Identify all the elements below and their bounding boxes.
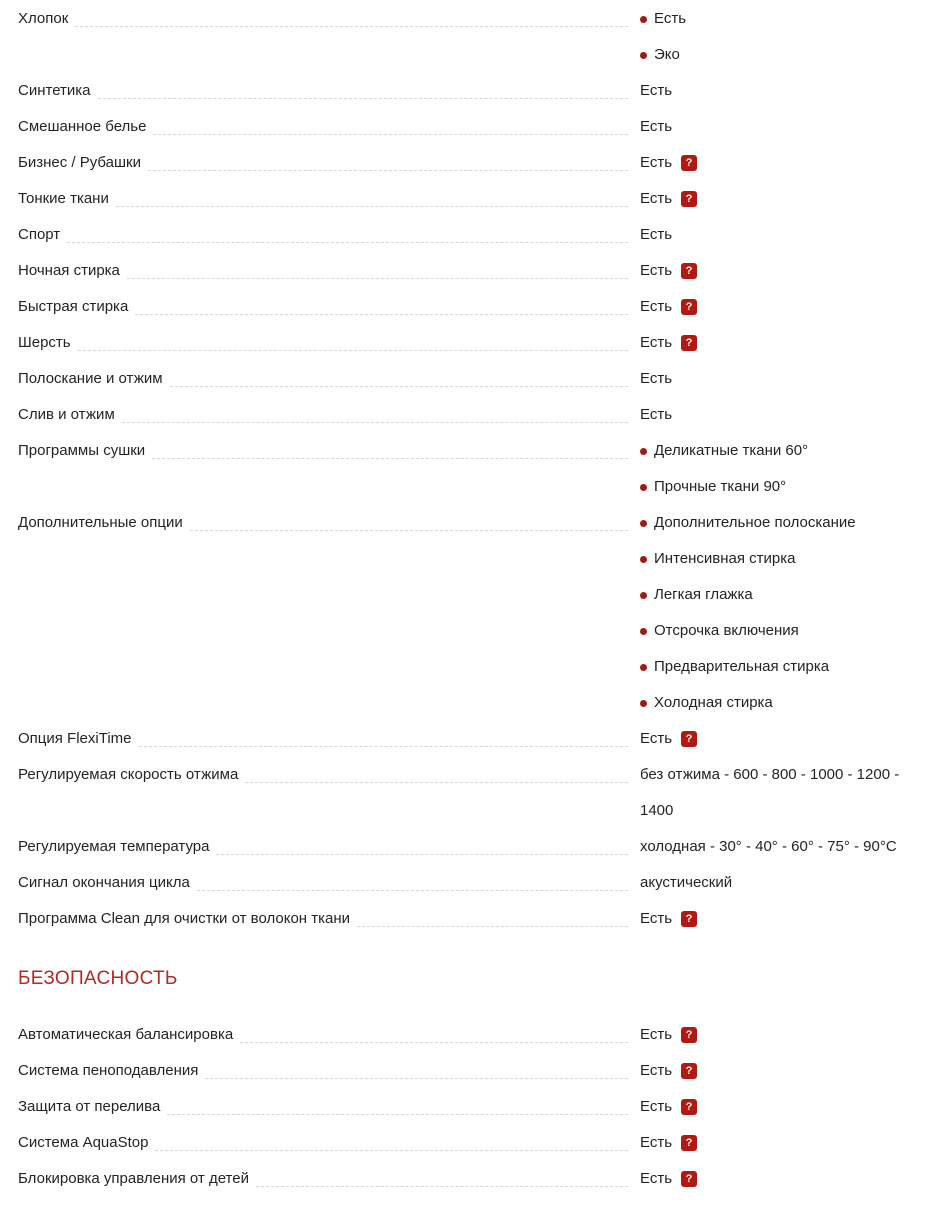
dotted-leader bbox=[155, 1150, 628, 1151]
spec-value-text: Предварительная стирка bbox=[654, 658, 830, 675]
spec-values bbox=[640, 865, 925, 901]
spec-value-line bbox=[640, 361, 925, 397]
spec-values bbox=[640, 325, 925, 361]
help-icon[interactable]: ? bbox=[681, 1135, 697, 1151]
spec-values bbox=[640, 1089, 925, 1125]
spec-value-text: Есть bbox=[640, 1170, 673, 1187]
spec-label-text: Дополнительные опции bbox=[18, 514, 183, 531]
spec-value-line bbox=[640, 1053, 925, 1089]
spec-values bbox=[640, 109, 925, 145]
spec-row bbox=[18, 829, 925, 865]
spec-value-text: Есть bbox=[640, 118, 673, 135]
spec-row bbox=[18, 217, 925, 253]
spec-label bbox=[18, 217, 640, 253]
spec-label bbox=[18, 865, 640, 901]
spec-value-text: Есть bbox=[640, 1098, 673, 1115]
dotted-leader bbox=[170, 386, 628, 387]
dotted-leader bbox=[153, 134, 628, 135]
spec-label bbox=[18, 361, 640, 397]
spec-value-text: Прочные ткани 90° bbox=[654, 478, 787, 495]
spec-values bbox=[640, 1125, 925, 1161]
spec-value-text: Дополнительное полоскание bbox=[654, 514, 856, 531]
spec-value-line bbox=[640, 325, 925, 361]
spec-value-line bbox=[640, 721, 925, 757]
bullet-icon bbox=[640, 52, 647, 59]
help-icon[interactable]: ? bbox=[681, 1063, 697, 1079]
spec-row bbox=[18, 397, 925, 433]
spec-value-text: Есть bbox=[640, 190, 673, 207]
spec-value-text: Холодная стирка bbox=[654, 694, 773, 711]
spec-values bbox=[640, 397, 925, 433]
spec-label bbox=[18, 181, 640, 217]
spec-value-text: Есть bbox=[640, 262, 673, 279]
spec-value-text: Легкая глажка bbox=[654, 586, 753, 603]
spec-value-line bbox=[640, 397, 925, 433]
bullet-icon bbox=[640, 556, 647, 563]
spec-value-line bbox=[640, 901, 925, 937]
spec-row bbox=[18, 1, 925, 73]
help-icon[interactable]: ? bbox=[681, 731, 697, 747]
spec-values bbox=[640, 505, 925, 721]
spec-label-text: Бизнес / Рубашки bbox=[18, 154, 141, 171]
spec-values bbox=[640, 757, 925, 829]
spec-label bbox=[18, 1053, 640, 1089]
spec-label-text: Быстрая стирка bbox=[18, 298, 129, 315]
spec-row bbox=[18, 757, 925, 829]
spec-label bbox=[18, 253, 640, 289]
spec-value-text: Есть bbox=[640, 910, 673, 927]
spec-label bbox=[18, 757, 640, 793]
spec-value-line bbox=[640, 1017, 925, 1053]
dotted-leader bbox=[116, 206, 628, 207]
dotted-leader bbox=[256, 1186, 628, 1187]
spec-value-line bbox=[640, 109, 925, 145]
spec-value-text: Есть bbox=[640, 1062, 673, 1079]
spec-value-line bbox=[640, 289, 925, 325]
spec-values bbox=[640, 217, 925, 253]
spec-value-text: Деликатные ткани 60° bbox=[654, 442, 809, 459]
spec-label-text: Синтетика bbox=[18, 82, 91, 99]
spec-row bbox=[18, 109, 925, 145]
dotted-leader bbox=[75, 26, 628, 27]
spec-values bbox=[640, 73, 925, 109]
section-title: БЕЗОПАСНОСТЬ bbox=[18, 968, 178, 989]
spec-label bbox=[18, 1161, 640, 1197]
help-icon[interactable]: ? bbox=[681, 1171, 697, 1187]
spec-value-text: Есть bbox=[640, 730, 673, 747]
bullet-icon bbox=[640, 16, 647, 23]
help-icon[interactable]: ? bbox=[681, 191, 697, 207]
spec-label-text: Сигнал окончания цикла bbox=[18, 874, 190, 891]
spec-value-text: Есть bbox=[640, 1134, 673, 1151]
dotted-leader bbox=[148, 170, 628, 171]
spec-row bbox=[18, 145, 925, 181]
spec-row bbox=[18, 505, 925, 721]
dotted-leader bbox=[240, 1042, 628, 1043]
dotted-leader bbox=[135, 314, 628, 315]
dotted-leader bbox=[98, 98, 628, 99]
spec-row bbox=[18, 325, 925, 361]
bullet-icon bbox=[640, 700, 647, 707]
spec-value-text: Есть bbox=[640, 298, 673, 315]
help-icon[interactable]: ? bbox=[681, 263, 697, 279]
spec-label-text: Регулируемая скорость отжима bbox=[18, 766, 239, 783]
bullet-icon bbox=[640, 628, 647, 635]
spec-label bbox=[18, 397, 640, 433]
dotted-leader bbox=[167, 1114, 628, 1115]
spec-value-line bbox=[640, 1, 925, 37]
dotted-leader bbox=[357, 926, 628, 927]
spec-value-line bbox=[640, 577, 925, 613]
dotted-leader bbox=[152, 458, 628, 459]
spec-label bbox=[18, 1, 640, 37]
spec-row bbox=[18, 289, 925, 325]
dotted-leader bbox=[216, 854, 628, 855]
spec-value-text: Эко bbox=[654, 46, 680, 63]
bullet-icon bbox=[640, 484, 647, 491]
spec-value-line bbox=[640, 613, 925, 649]
dotted-leader bbox=[67, 242, 628, 243]
spec-label bbox=[18, 901, 640, 937]
spec-label bbox=[18, 1125, 640, 1161]
spec-value-text: Есть bbox=[640, 154, 673, 171]
help-icon[interactable]: ? bbox=[681, 335, 697, 351]
dotted-leader bbox=[190, 530, 628, 531]
spec-values bbox=[640, 253, 925, 289]
spec-value-text: Интенсивная стирка bbox=[654, 550, 796, 567]
bullet-icon bbox=[640, 664, 647, 671]
dotted-leader bbox=[122, 422, 628, 423]
spec-values bbox=[640, 901, 925, 937]
spec-label-text: Регулируемая температура bbox=[18, 838, 210, 855]
dotted-leader bbox=[205, 1078, 628, 1079]
spec-value-line bbox=[640, 469, 925, 505]
spec-row bbox=[18, 253, 925, 289]
spec-label-text: Смешанное белье bbox=[18, 118, 147, 135]
spec-value-line bbox=[640, 181, 925, 217]
dotted-leader bbox=[139, 746, 629, 747]
spec-row bbox=[18, 721, 925, 757]
spec-row bbox=[18, 1017, 925, 1053]
spec-label-text: Тонкие ткани bbox=[18, 190, 109, 207]
spec-row bbox=[18, 433, 925, 505]
spec-label bbox=[18, 73, 640, 109]
spec-row bbox=[18, 1125, 925, 1161]
bullet-icon bbox=[640, 520, 647, 527]
spec-value-line bbox=[640, 829, 925, 865]
spec-row bbox=[18, 865, 925, 901]
spec-value-line bbox=[640, 541, 925, 577]
spec-value-text: Есть bbox=[640, 370, 673, 387]
spec-label bbox=[18, 325, 640, 361]
spec-label-text: Блокировка управления от детей bbox=[18, 1170, 249, 1187]
spec-value-line bbox=[640, 433, 925, 469]
spec-value-text: без отжима - 600 - 800 - 1000 - 1200 - 1400 bbox=[640, 766, 900, 819]
spec-row bbox=[18, 1053, 925, 1089]
spec-values bbox=[640, 829, 925, 865]
spec-label-text: Система AquaStop bbox=[18, 1134, 149, 1151]
spec-value-line bbox=[640, 757, 925, 829]
help-icon[interactable]: ? bbox=[681, 1099, 697, 1115]
spec-label bbox=[18, 721, 640, 757]
bullet-icon bbox=[640, 592, 647, 599]
spec-row bbox=[18, 73, 925, 109]
spec-label-text: Программы сушки bbox=[18, 442, 146, 459]
dotted-leader bbox=[245, 782, 628, 783]
spec-values bbox=[640, 1161, 925, 1197]
spec-values bbox=[640, 289, 925, 325]
spec-label-text: Опция FlexiTime bbox=[18, 730, 132, 747]
spec-value-line bbox=[640, 37, 925, 73]
spec-value-line bbox=[640, 1089, 925, 1125]
dotted-leader bbox=[127, 278, 628, 279]
dotted-leader bbox=[197, 890, 628, 891]
spec-value-text: Есть bbox=[640, 406, 673, 423]
help-icon[interactable]: ? bbox=[681, 155, 697, 171]
spec-value-line bbox=[640, 865, 925, 901]
spec-label-text: Программа Clean для очистки от волокон ткани bbox=[18, 910, 351, 927]
spec-value-text: Есть bbox=[640, 226, 673, 243]
spec-values bbox=[640, 1, 925, 73]
spec-row bbox=[18, 361, 925, 397]
spec-value-line bbox=[640, 253, 925, 289]
spec-values bbox=[640, 433, 925, 505]
spec-label-text: Защита от перелива bbox=[18, 1098, 161, 1115]
spec-label-text: Хлопок bbox=[18, 10, 69, 27]
spec-label bbox=[18, 289, 640, 325]
spec-values bbox=[640, 145, 925, 181]
spec-row bbox=[18, 1161, 925, 1197]
bullet-icon bbox=[640, 448, 647, 455]
spec-value-line bbox=[640, 73, 925, 109]
spec-label-text: Слив и отжим bbox=[18, 406, 115, 423]
spec-label-text: Система пеноподавления bbox=[18, 1062, 199, 1079]
spec-value-text: Есть bbox=[640, 334, 673, 351]
spec-value-line bbox=[640, 505, 925, 541]
dotted-leader bbox=[78, 350, 628, 351]
spec-label-text: Автоматическая балансировка bbox=[18, 1026, 234, 1043]
spec-value-line bbox=[640, 217, 925, 253]
spec-label-text: Спорт bbox=[18, 226, 61, 243]
help-icon[interactable]: ? bbox=[681, 1027, 697, 1043]
spec-values bbox=[640, 1017, 925, 1053]
spec-label bbox=[18, 1017, 640, 1053]
spec-label bbox=[18, 433, 640, 469]
spec-label-text: Ночная стирка bbox=[18, 262, 120, 279]
spec-label-text: Полоскание и отжим bbox=[18, 370, 163, 387]
spec-value-text: акустический bbox=[640, 874, 733, 891]
spec-value-line bbox=[640, 649, 925, 685]
spec-value-line bbox=[640, 1161, 925, 1197]
spec-label bbox=[18, 829, 640, 865]
spec-value-line bbox=[640, 1125, 925, 1161]
spec-values bbox=[640, 181, 925, 217]
spec-values bbox=[640, 1053, 925, 1089]
spec-row bbox=[18, 1089, 925, 1125]
spec-label bbox=[18, 1089, 640, 1125]
spec-label bbox=[18, 145, 640, 181]
spec-value-text: Есть bbox=[640, 82, 673, 99]
spec-values bbox=[640, 721, 925, 757]
spec-value-text: Отсрочка включения bbox=[654, 622, 799, 639]
spec-label bbox=[18, 505, 640, 541]
spec-value-line bbox=[640, 145, 925, 181]
spec-row bbox=[18, 181, 925, 217]
spec-value-line bbox=[640, 685, 925, 721]
spec-value-text: Есть bbox=[654, 10, 687, 27]
spec-label-text: Шерсть bbox=[18, 334, 71, 351]
spec-row bbox=[18, 901, 925, 937]
spec-value-text: холодная - 30° - 40° - 60° - 75° - 90°C bbox=[640, 838, 897, 855]
help-icon[interactable]: ? bbox=[681, 911, 697, 927]
spec-label bbox=[18, 109, 640, 145]
spec-value-text: Есть bbox=[640, 1026, 673, 1043]
help-icon[interactable]: ? bbox=[681, 299, 697, 315]
spec-values bbox=[640, 361, 925, 397]
